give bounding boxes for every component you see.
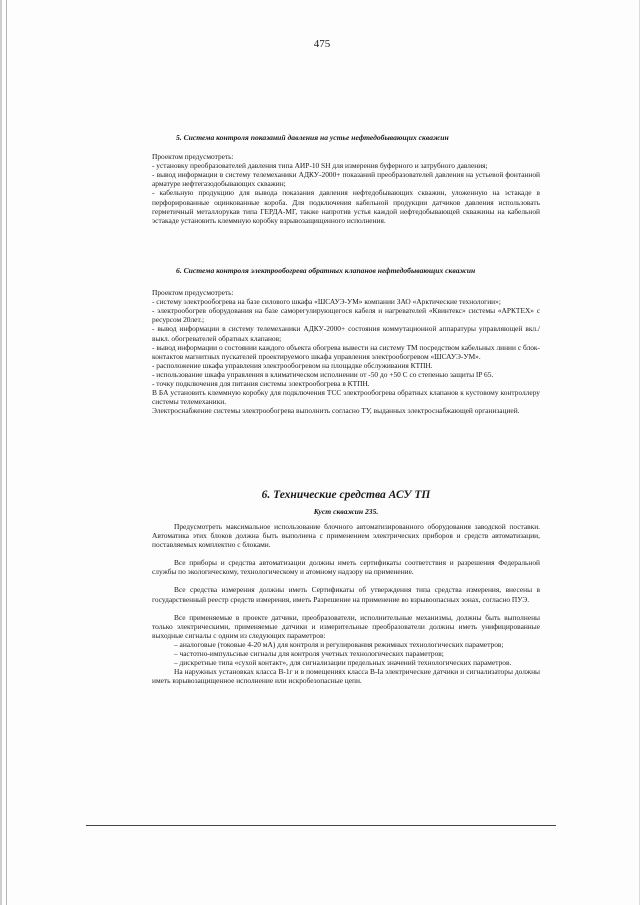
- paragraph: – аналоговые (токовые 4-20 мА) для контроля и регулирования режимных технологических параметров;: [174, 639, 504, 649]
- paragraph: Предусмотреть максимальное использование блочного автоматизированного оборудования заводской поставки. Автоматика этих блоков должна быть выполнена с применением электрических приборов и средств автоматизации, поставляемых комплектно с блоками.: [152, 522, 540, 550]
- paragraph: - использование шкафа управления в климатическом исполнении от -50 до +50 С со степенью защиты IP 65.: [152, 369, 494, 379]
- scan-edge: [6, 0, 7, 905]
- paragraph: - систему электрообогрева на базе силового шкафа «ШСАУЭ-УМ» компании ЗАО «Арктические технологии»;: [152, 297, 501, 307]
- paragraph: Проектом предусмотреть:: [152, 152, 234, 162]
- paragraph: Все применяемые в проекте датчики, преобразователи, исполнительные механизмы, должны быть выполнены только электрическими, применяемые датчики и измерительные преобразователи должны иметь унифицированные выходные сигналы с одним из следующих параметров:: [152, 612, 540, 640]
- paragraph: - электрообогрев оборудования на базе саморегулирующегося кабеля и нагревателей «Квинтекс» системы «АРКТЕХ» с ресурсом 20лет.;: [152, 306, 540, 325]
- page-number: 475: [313, 38, 331, 50]
- paragraph: Все средства измерения должны иметь Сертификаты об утверждения типа средства измерения, внесены в государственный реестр средств измерения, иметь Разрешение на применение во взрывоопасных зонах, согласно ПУЭ.: [152, 585, 540, 604]
- section-5: [152, 133, 540, 225]
- section-subheading: Куст скважин 235.: [313, 507, 379, 516]
- paragraph: Электроснабжение системы электрообогрева выполнить согласно ТУ, выданных электроснабжающей организацией.: [152, 406, 520, 416]
- paragraph: - вывод информации в систему телемеханики АДКУ-2000+ состояния коммутационной аппаратуры управляющей вкл./выкл. обогревателей обратных клапанов;: [152, 324, 540, 343]
- footer-rule: [86, 825, 556, 826]
- paragraph: На наружных установках класса В-1г и в помещениях класса В-Iа электрические датчики и сигнализаторы должны иметь взрывозащищенное исполнение или искробезопасные цепи.: [152, 667, 540, 686]
- section-6-heading: 6. Система контроля электрообогрева обратных клапанов нефтедобывающих скважин: [176, 266, 476, 275]
- paragraph: - кабельную продукцию для вывода показания давления нефтедобывающих скважин, уложенную на эстакаде в перфорированные оцинкованные короба. Для подключения кабельной продукции датчиков давления использовать герметичный металлорукав типа ГЕРДА-МГ, также напротив устья каждой нефтедобывающей скважины на кабельной эстакаде установить клеммную коробку взрывозащищенного исполнения.: [152, 188, 540, 225]
- section-6-tech: [152, 522, 540, 685]
- paragraph: Проектом предусмотреть:: [152, 288, 234, 298]
- paragraph: - расположение шкафа управления электрообогревом на площадке обслуживания КТПН.: [152, 360, 433, 370]
- paragraph: В БА установить клеммную коробку для подключения ТСС электрообогрева обратных клапанов к кустовому контроллеру системы телемеханики.: [152, 388, 540, 407]
- section-6-heating: [152, 266, 540, 415]
- section-heading-asu-tp: 6. Технические средства АСУ ТП: [261, 489, 431, 501]
- paragraph: - установку преобразователей давления типа АИР-10 SH для измерения буферного и затрубного давления;: [152, 161, 488, 171]
- paragraph: - вывод информации о состоянии каждого объекта обогрева вывести на систему ТМ посредством кабельных линии с блок-контактов магнитных пускателей проектируемого шкафа управления электрообогревом «ШСАУЭ-УМ».: [152, 342, 540, 361]
- paragraph: Все приборы и средства автоматизации должны иметь сертификаты соответствия и разрешения Федеральной службы по экологическому, технологическому и атомному надзору на применение.: [152, 558, 540, 577]
- paragraph: – частотно-импульсные сигналы для контроля учетных технологических параметров;: [174, 649, 444, 659]
- paragraph: - точку подключения для питания системы электрообогрева в КТПН.: [152, 379, 370, 389]
- section-5-heading: 5. Система контроля показаний давления на устье нефтедобывающих скважин: [176, 133, 449, 142]
- paragraph: - вывод информации в систему телемеханики АДКУ-2000+ показаний преобразователей давления на устьевой фонтанной арматуре нефтегазодобывающих скважин;: [152, 170, 540, 189]
- paragraph: – дискретные типа «сухой контакт», для сигнализации предельных значений технологических параметров.: [174, 658, 512, 668]
